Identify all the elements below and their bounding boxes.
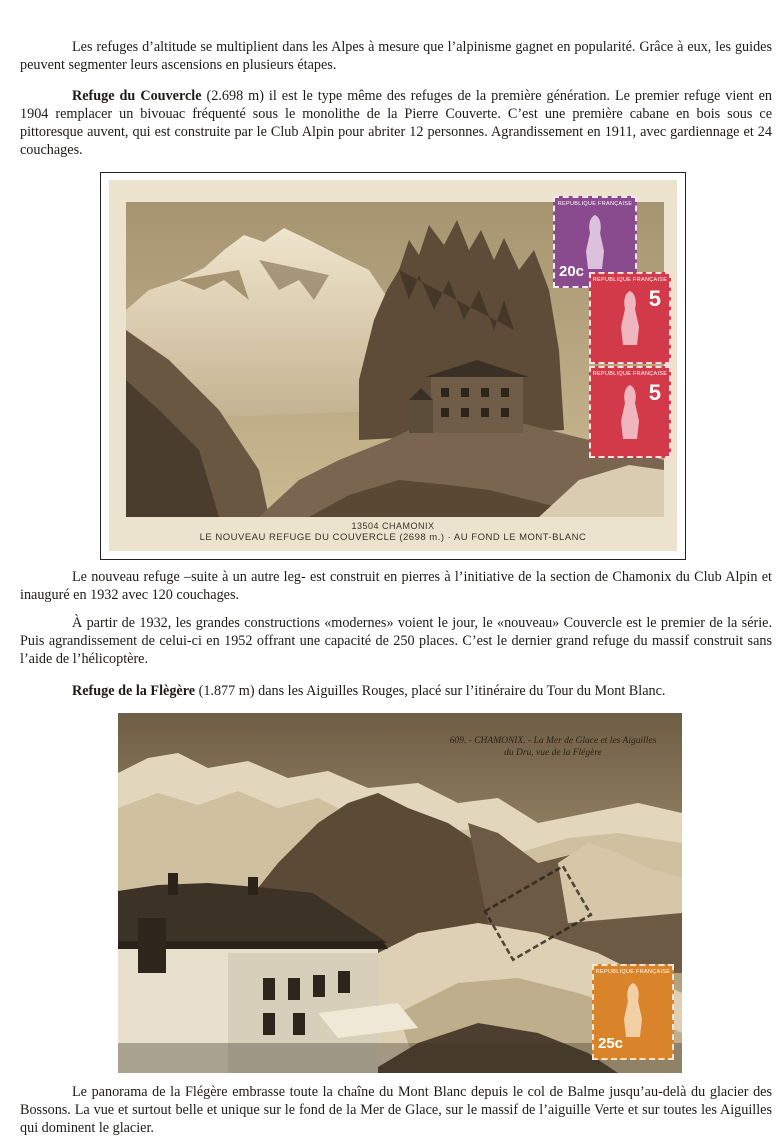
couvercle-heading: Refuge du Couvercle	[72, 88, 202, 104]
postcard-couvercle-caption: LE NOUVEAU REFUGE DU COUVERCLE (2698 m.) · AU FOND LE MONT-BLANC	[199, 532, 587, 543]
stamp-value: 20c	[559, 263, 585, 280]
stamp-header: REPUBLIQUE FRANÇAISE	[557, 201, 633, 207]
panorama-text: Le panorama de la Flégère embrasse toute la chaîne du Mont Blanc depuis le col de Balme jusqu’au-delà du glacier des Bossons. La vue et surtout belle et unique sur le fond de la Mer de Glace, sur le massif de l’aiguille Verte et sur toutes les Aiguilles qui dominent le glacier.	[20, 1084, 772, 1136]
sower-icon	[615, 381, 645, 441]
nouveau-text: Le nouveau refuge –suite à un autre leg- est construit en pierres à l’initiative de la section de Chamonix du Club Alpin et inauguré en 1932 avec 120 couchages.	[20, 569, 772, 603]
flegere-paragraph	[20, 682, 772, 700]
flegere-heading: Refuge de la Flègère	[72, 683, 196, 699]
sower-icon	[615, 287, 645, 347]
sower-icon	[618, 979, 648, 1039]
partir-text: À partir de 1932, les grandes constructions «modernes» voient le jour, le «nouveau» Couvercle est le premier de la série. Puis agrandissement de celui-ci en 1952 offrant une capacité de 250 places. C’est le dernier grand refuge du massif construit sans l’aide de l’hélicoptère.	[20, 615, 772, 667]
nouveau-paragraph	[20, 568, 772, 604]
stamp-5c-top	[589, 272, 671, 364]
postcard-flegere-title-line1: 609. - CHAMONIX. - La Mer de Glace et les Aiguilles	[449, 736, 657, 746]
sower-icon	[580, 211, 610, 271]
stamp-25c	[592, 964, 674, 1060]
stamp-value: 25c	[598, 1035, 624, 1052]
stamp-header: REPUBLIQUE FRANÇAISE	[595, 969, 671, 975]
intro-text: Les refuges d’altitude se multiplient dans les Alpes à mesure que l’alpinisme gagnet en popularité. Grâce à eux, les guides peuvent segmenter leurs ascensions en plusieurs étapes.	[20, 39, 772, 73]
partir-paragraph	[20, 614, 772, 668]
postcard-couvercle-frame	[100, 172, 686, 560]
postcard-couvercle-caption-number: 13504 CHAMONIX	[351, 521, 435, 531]
intro-paragraph	[20, 38, 772, 74]
couvercle-paragraph	[20, 87, 772, 159]
stamp-header: REPUBLIQUE FRANÇAISE	[592, 277, 668, 283]
stamp-value: 5	[648, 380, 661, 405]
stamp-5c-bottom	[589, 366, 671, 458]
postcard-flegere-title-line2: du Dru, vue de la Flégère	[504, 748, 602, 758]
couvercle-text: (2.698 m) il est le type même des refuges de la première génération. Le premier refuge vient en 1904 remplacer un bivouac fréquenté sous le monolithe de la Pierre Couverte. C’est une première cabane en bois sous ce pittoresque auvent, qui est construite par le Club Alpin pour abriter 12 personnes. Agrandissement en 1911, avec gardiennage et 24 couchages.	[20, 88, 773, 158]
panorama-paragraph	[20, 1083, 772, 1137]
stamp-header: REPUBLIQUE FRANÇAISE	[592, 371, 668, 377]
stamp-value: 5	[648, 286, 661, 311]
flegere-text: (1.877 m) dans les Aiguilles Rouges, placé sur l’itinéraire du Tour du Mont Blanc.	[195, 683, 666, 699]
postcard-couvercle	[109, 180, 677, 551]
postcard-flegere	[118, 713, 682, 1073]
